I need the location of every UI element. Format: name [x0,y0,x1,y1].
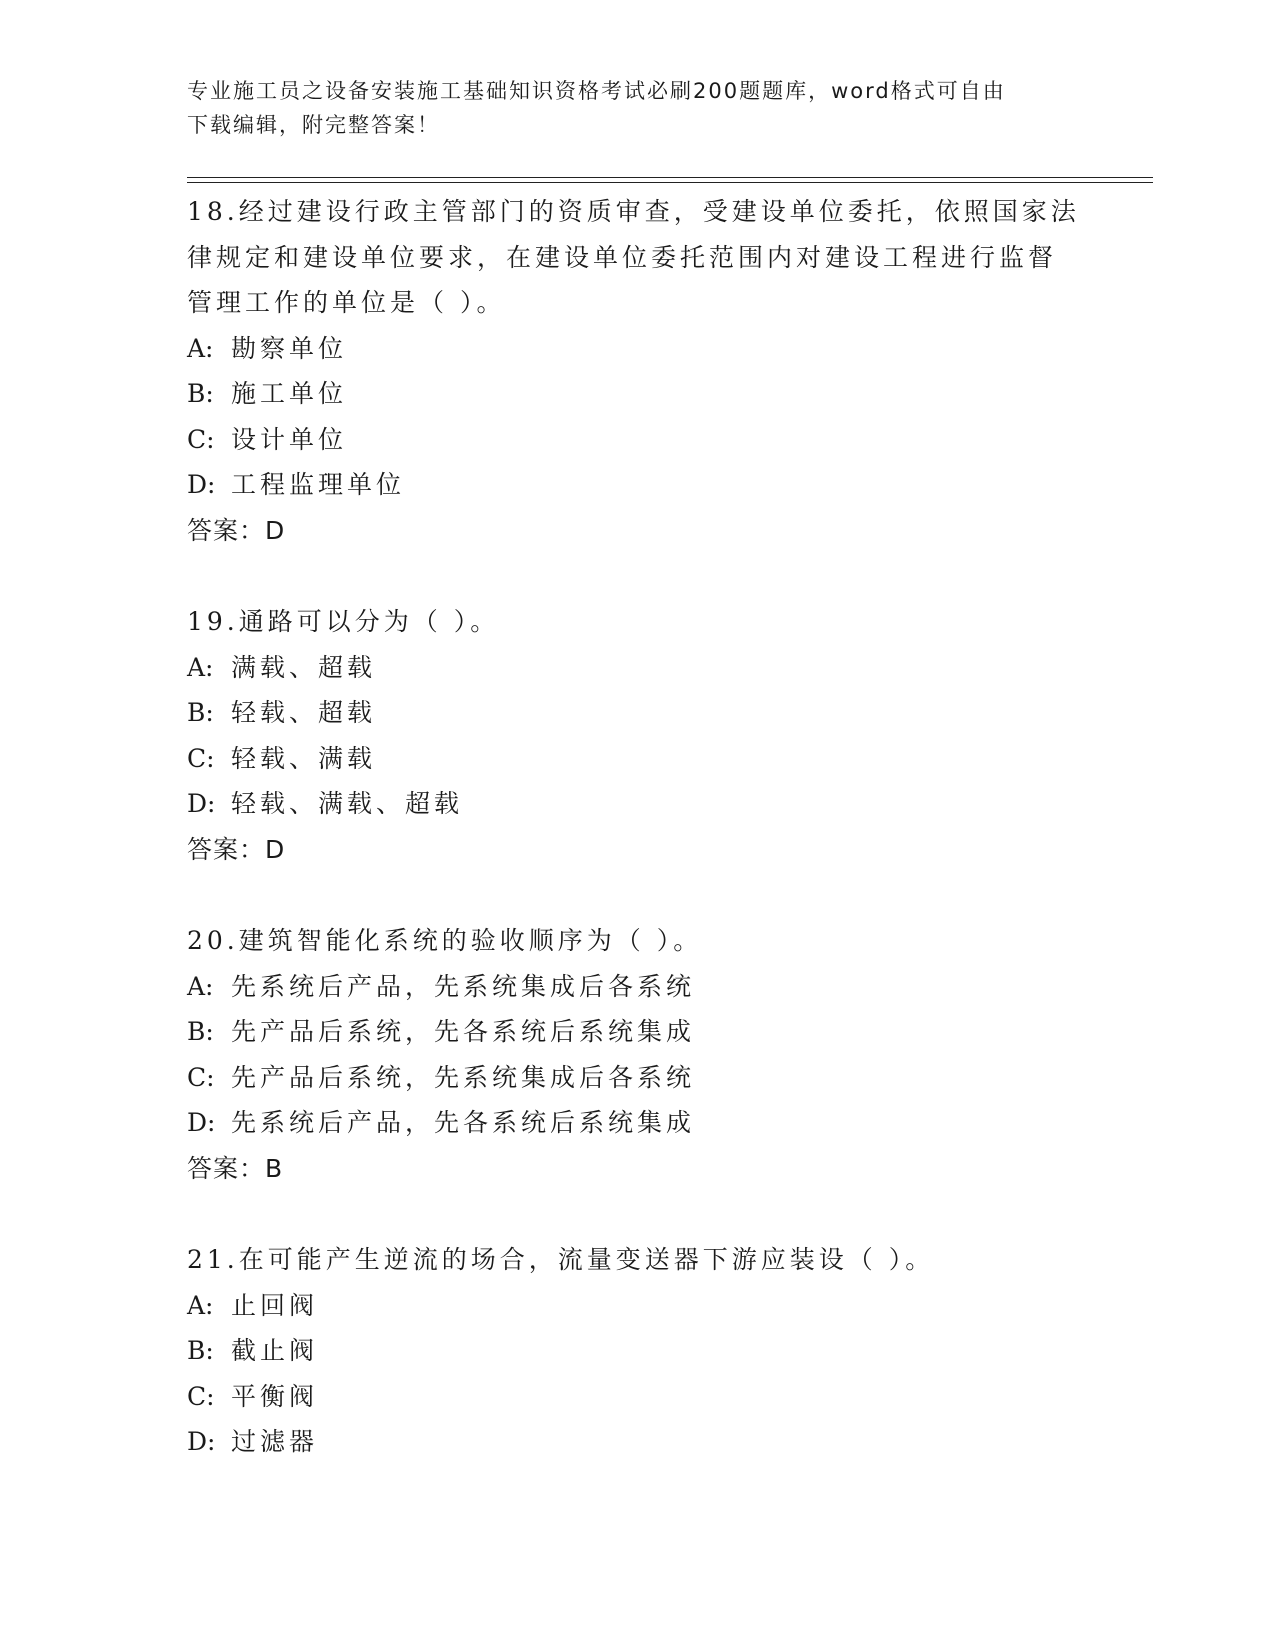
option-c [187,736,1087,782]
option-b [187,371,1087,417]
question-18 [187,189,1087,553]
option-d [187,462,1087,508]
option-b [187,1009,1087,1055]
header-line-2: 下载编辑，附完整答案！ [187,113,440,137]
question-20 [187,918,1087,1191]
option-text: 轻载、超载 [231,698,377,727]
option-a [187,326,1087,372]
answer-line: 答案：D [187,834,286,864]
option-c [187,417,1087,463]
option-d [187,1419,1087,1465]
question-stem [187,189,1087,326]
option-label: C: [187,743,215,773]
option-label: D: [187,1108,216,1137]
option-text: 截止阀 [231,1336,319,1365]
question-21 [187,1237,1087,1465]
question-stem [187,599,1087,645]
option-label: B: [187,698,214,727]
option-label: B: [187,379,214,408]
option-text: 满载、超载 [231,652,377,682]
stem-line: 19.通路可以分为（ ）。 [187,607,500,636]
option-text: 过滤器 [231,1427,319,1456]
option-label: C: [187,424,215,454]
header-divider-bottom [187,182,1153,183]
option-text: 工程监理单位 [231,470,406,499]
option-a [187,964,1087,1010]
option-a [187,645,1087,691]
option-text: 轻载、满载、超载 [231,789,464,818]
option-label: C: [187,1381,215,1411]
question-list [187,189,1087,1511]
stem-line: 21.在可能产生逆流的场合，流量变送器下游应装设（ ）。 [187,1245,935,1274]
stem-line: 管理工作的单位是（ ）。 [187,288,506,317]
header-line-1: 专业施工员之设备安装施工基础知识资格考试必刷200题题库，word格式可自由 [187,79,1006,103]
question-19 [187,599,1087,872]
header-divider-top [187,177,1153,178]
question-stem [187,1237,1087,1283]
option-text: 先产品后系统，先系统集成后各系统 [231,1062,696,1092]
option-a [187,1283,1087,1329]
option-text: 先系统后产品，先各系统后系统集成 [231,1108,696,1137]
answer-line: 答案：B [187,1153,284,1183]
option-label: A: [187,333,214,363]
option-d [187,781,1087,827]
option-c [187,1055,1087,1101]
option-text: 勘察单位 [231,333,348,363]
option-label: D: [187,1427,216,1456]
option-text: 止回阀 [231,1290,319,1320]
option-label: D: [187,470,216,499]
option-text: 平衡阀 [231,1381,319,1411]
option-label: C: [187,1062,215,1092]
option-text: 先产品后系统，先各系统后系统集成 [231,1017,696,1046]
option-label: A: [187,971,214,1001]
stem-line: 20.建筑智能化系统的验收顺序为（ ）。 [187,926,703,955]
option-b [187,1328,1087,1374]
option-label: D: [187,789,216,818]
option-label: A: [187,652,214,682]
option-text: 设计单位 [231,424,348,454]
option-b [187,690,1087,736]
stem-line: 律规定和建设单位要求，在建设单位委托范围内对建设工程进行监督 [187,242,1058,272]
question-stem [187,918,1087,964]
option-text: 轻载、满载 [231,743,377,773]
option-d [187,1100,1087,1146]
option-text: 先系统后产品，先系统集成后各系统 [231,971,696,1001]
option-label: A: [187,1290,214,1320]
option-text: 施工单位 [231,379,348,408]
document-header [187,74,1087,142]
option-c [187,1374,1087,1420]
answer-line: 答案：D [187,515,286,545]
option-label: B: [187,1336,214,1365]
stem-line: 18.经过建设行政主管部门的资质审查，受建设单位委托，依照国家法 [187,197,1080,226]
option-label: B: [187,1017,214,1046]
